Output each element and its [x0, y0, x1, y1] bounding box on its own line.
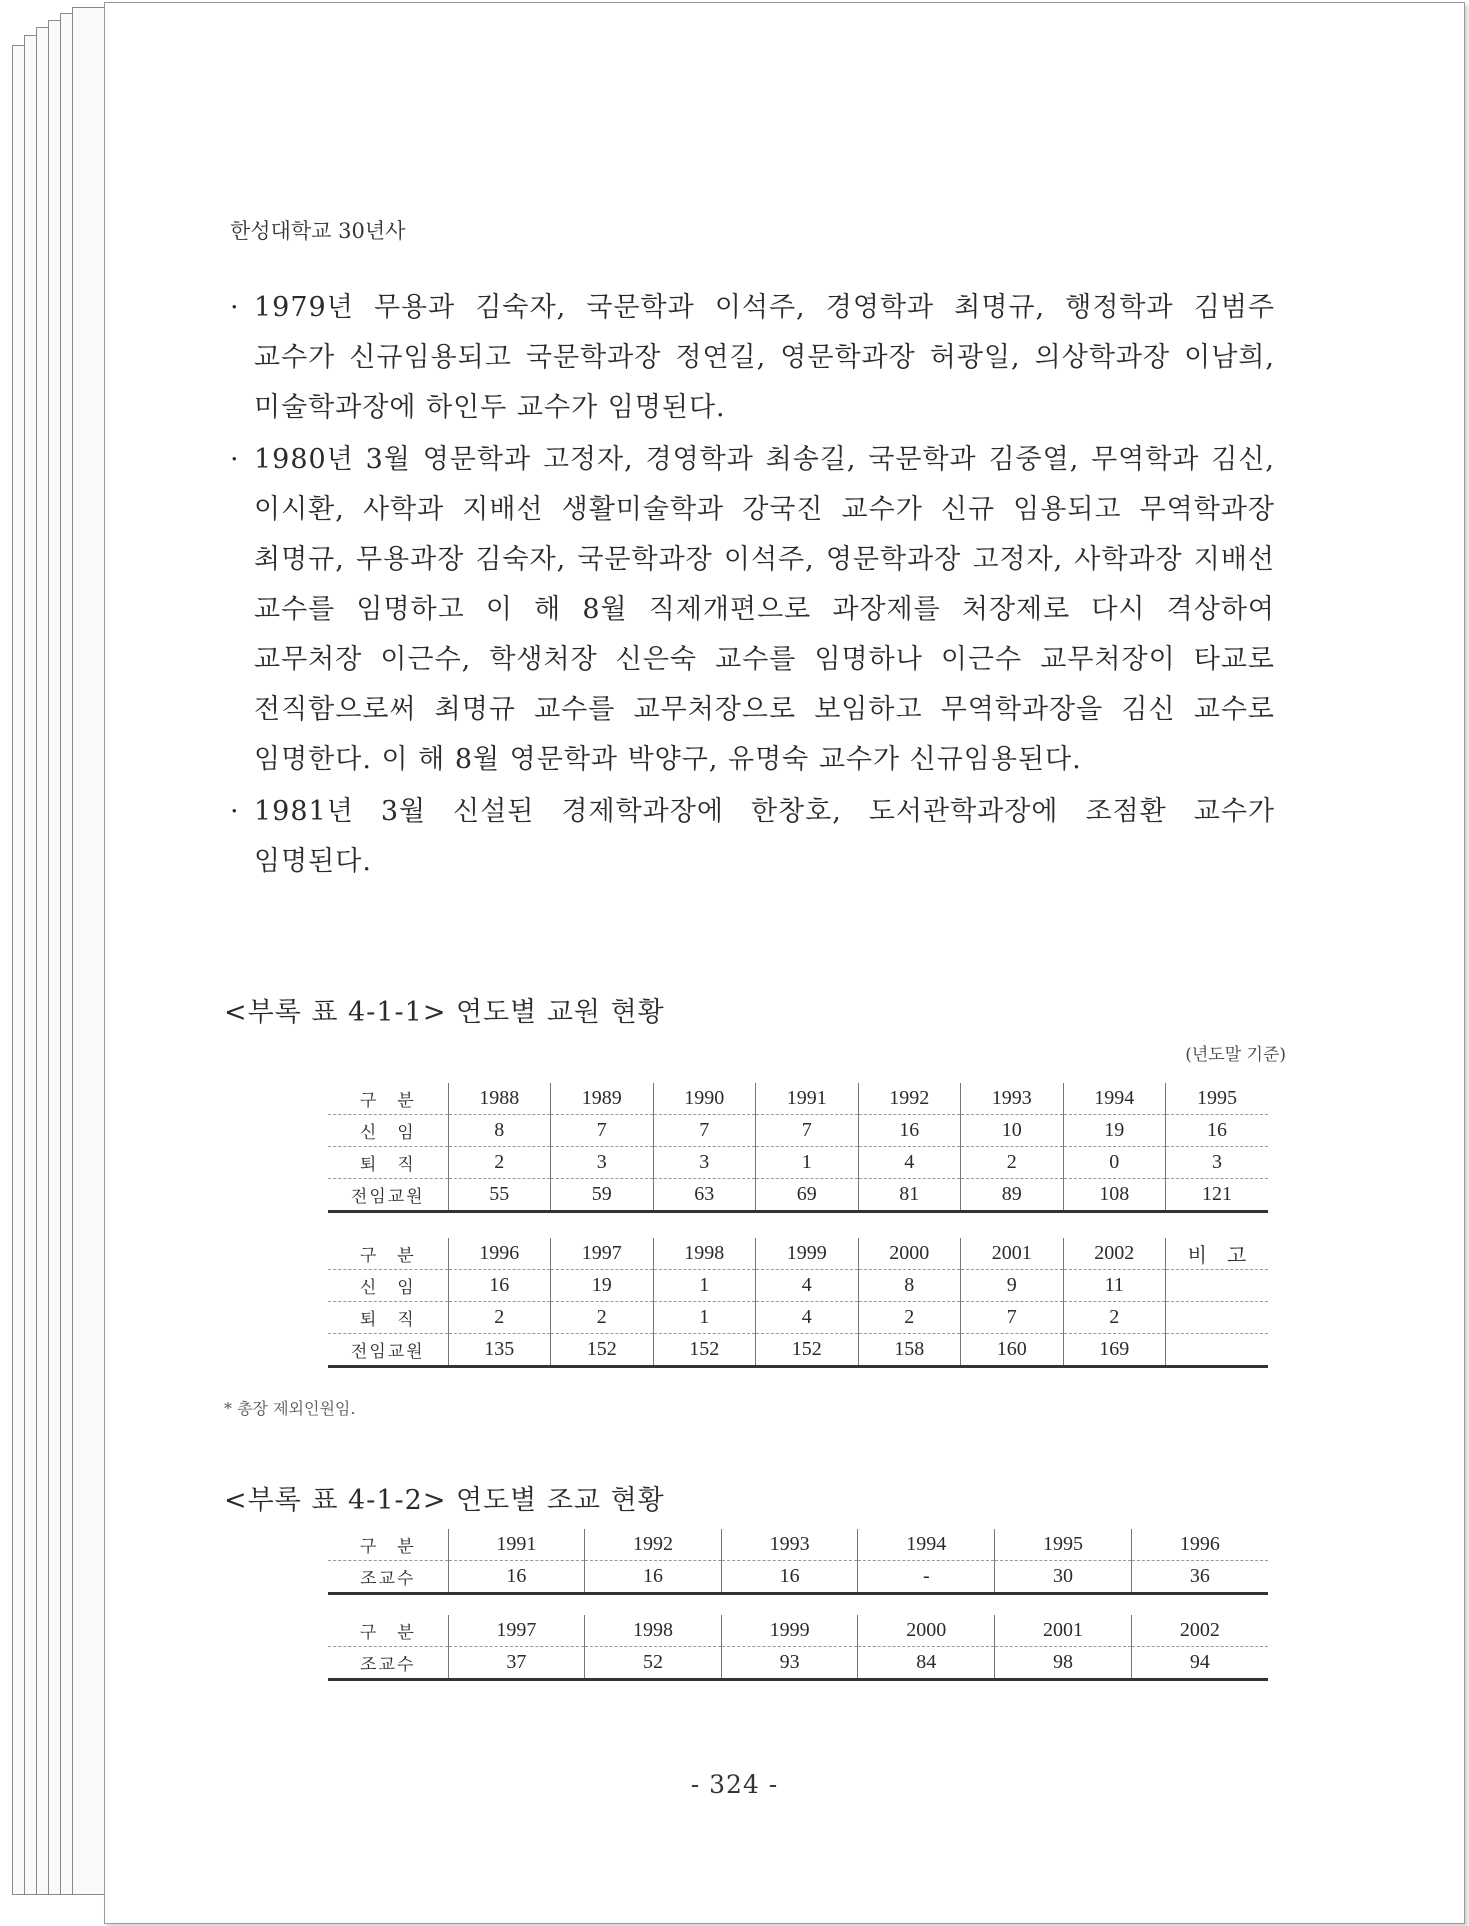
- bullet-mark: ·: [230, 444, 240, 475]
- table-cell: 93: [721, 1647, 858, 1680]
- table-cell: 36: [1131, 1561, 1268, 1594]
- paragraph-text: 1981년 3월 신설된 경제학과장에 한창호, 도서관학과장에 조점환 교수가 임명된다.: [254, 796, 1275, 877]
- table-cell: 69: [756, 1179, 859, 1212]
- table-cell: 11: [1063, 1270, 1166, 1302]
- paragraph-1979: [230, 283, 1275, 433]
- table-cell: 4: [756, 1302, 859, 1334]
- page-stack-edge: [72, 7, 108, 1895]
- paragraph-text: 1979년 무용과 김숙자, 국문학과 이석주, 경영학과 최명규, 행정학과 김범주 교수가 신규임용되고 국문학과장 정연길, 영문학과장 허광일, 의상학과장 이남희, 미술학과장에 하인두 교수가 임명된다.: [254, 292, 1275, 423]
- table-cell: 135: [448, 1334, 551, 1367]
- row-label-cell: 퇴 직: [328, 1302, 448, 1334]
- table2-caption: <부록 표 4-1-2> 연도별 조교 현황: [224, 1485, 665, 1516]
- table-cell: 7: [961, 1302, 1064, 1334]
- assistant-table-part1: [328, 1529, 1268, 1595]
- table-row: [328, 1270, 1268, 1302]
- table-cell: 9: [961, 1270, 1064, 1302]
- table-cell: 19: [1063, 1115, 1166, 1147]
- table-cell: 158: [858, 1334, 961, 1367]
- header-cell: 1996: [448, 1238, 551, 1270]
- header-cell: 1997: [448, 1615, 585, 1647]
- table-row: [328, 1561, 1268, 1594]
- header-cell: 1996: [1131, 1529, 1268, 1561]
- table-cell: 121: [1166, 1179, 1269, 1212]
- header-cell: 구 분: [328, 1238, 448, 1270]
- table-cell: 8: [858, 1270, 961, 1302]
- header-cell: 2002: [1063, 1238, 1166, 1270]
- faculty-table-part2: [328, 1238, 1268, 1368]
- table-row: [328, 1147, 1268, 1179]
- table-cell: 1: [653, 1302, 756, 1334]
- header-cell: 구 분: [328, 1615, 448, 1647]
- header-cell: 구 분: [328, 1529, 448, 1561]
- table-cell: 16: [585, 1561, 722, 1594]
- header-cell: 1991: [756, 1083, 859, 1115]
- table-cell: 37: [448, 1647, 585, 1680]
- table-cell: 152: [653, 1334, 756, 1367]
- header-cell: 1992: [858, 1083, 961, 1115]
- table-cell: 16: [858, 1115, 961, 1147]
- table-cell: 152: [551, 1334, 654, 1367]
- header-cell: 1995: [995, 1529, 1132, 1561]
- header-cell: 1990: [653, 1083, 756, 1115]
- table-cell: 0: [1063, 1147, 1166, 1179]
- table-cell: [1166, 1334, 1269, 1367]
- header-cell: 구 분: [328, 1083, 448, 1115]
- table-cell: 16: [448, 1561, 585, 1594]
- table-cell: 7: [653, 1115, 756, 1147]
- table-cell: 8: [448, 1115, 551, 1147]
- table-cell: 52: [585, 1647, 722, 1680]
- row-label-cell: 신 임: [328, 1115, 448, 1147]
- table-cell: 1: [756, 1147, 859, 1179]
- bullet-mark: ·: [230, 796, 240, 827]
- header-cell: 1995: [1166, 1083, 1269, 1115]
- header-cell: 2001: [995, 1615, 1132, 1647]
- table-cell: 16: [721, 1561, 858, 1594]
- table-row: [328, 1334, 1268, 1367]
- faculty-table-part1: [328, 1083, 1268, 1213]
- header-cell: 2000: [858, 1238, 961, 1270]
- table-cell: -: [858, 1561, 995, 1594]
- row-label-cell: 조교수: [328, 1561, 448, 1594]
- header-cell: 1991: [448, 1529, 585, 1561]
- table-cell: 81: [858, 1179, 961, 1212]
- table-cell: 160: [961, 1334, 1064, 1367]
- table-header-row: [328, 1083, 1268, 1115]
- table-cell: 169: [1063, 1334, 1166, 1367]
- header-cell: 비 고: [1166, 1238, 1269, 1270]
- table-cell: 98: [995, 1647, 1132, 1680]
- row-label-cell: 퇴 직: [328, 1147, 448, 1179]
- table-cell: 16: [448, 1270, 551, 1302]
- table-cell: 89: [961, 1179, 1064, 1212]
- table-cell: 16: [1166, 1115, 1269, 1147]
- header-cell: 2002: [1131, 1615, 1268, 1647]
- table-cell: 2: [448, 1147, 551, 1179]
- table-cell: 55: [448, 1179, 551, 1212]
- header-cell: 1998: [653, 1238, 756, 1270]
- header-cell: 2001: [961, 1238, 1064, 1270]
- header-cell: 1994: [858, 1529, 995, 1561]
- table-row: [328, 1115, 1268, 1147]
- table-cell: 4: [756, 1270, 859, 1302]
- table-cell: 94: [1131, 1647, 1268, 1680]
- table1-unit: (년도말 기준): [1185, 1045, 1286, 1065]
- table-cell: 3: [1166, 1147, 1269, 1179]
- table-cell: 19: [551, 1270, 654, 1302]
- table-header-row: [328, 1615, 1268, 1647]
- table-cell: 7: [756, 1115, 859, 1147]
- table-cell: 4: [858, 1147, 961, 1179]
- running-header: 한성대학교 30년사: [230, 219, 406, 243]
- table-cell: 152: [756, 1334, 859, 1367]
- table-cell: 84: [858, 1647, 995, 1680]
- table-cell: 2: [858, 1302, 961, 1334]
- table-cell: 2: [551, 1302, 654, 1334]
- table-cell: 59: [551, 1179, 654, 1212]
- table1-note: * 총장 제외인원임.: [224, 1399, 356, 1418]
- table-cell: 2: [961, 1147, 1064, 1179]
- table-cell: 2: [1063, 1302, 1166, 1334]
- header-cell: 1998: [585, 1615, 722, 1647]
- header-cell: 1993: [961, 1083, 1064, 1115]
- paragraph-1981: [230, 787, 1275, 887]
- table-row: [328, 1302, 1268, 1334]
- page-number: - 324 -: [690, 1770, 779, 1799]
- table-cell: 3: [653, 1147, 756, 1179]
- row-label-cell: 신 임: [328, 1270, 448, 1302]
- header-cell: 1992: [585, 1529, 722, 1561]
- header-cell: 1997: [551, 1238, 654, 1270]
- table-cell: 30: [995, 1561, 1132, 1594]
- paragraph-text: 1980년 3월 영문학과 고정자, 경영학과 최송길, 국문학과 김중열, 무역학과 김신, 이시환, 사학과 지배선 생활미술학과 강국진 교수가 신규 임용되고 무역학과장 최명규, 무용과장 김숙자, 국문학과장 이석주, 영문학과장 고정자, 사학과장 지배선 교수를 임명하고 이 해 8월 직제개편으로 과장제를 처장제로 다시 격상하여 교무처장 이근수, 학생처장 신은숙 교수를 임명하나 이근수 교무처장이 타교로 전직함으로써 최명규 교수를 교무처장으로 보임하고 무역학과장을 김신 교수로 임명한다. 이 해 8월 영문학과 박양구, 유명숙 교수가 신규임용된다.: [254, 444, 1275, 775]
- row-label-cell: 전임교원: [328, 1179, 448, 1212]
- bullet-mark: ·: [230, 292, 240, 323]
- header-cell: 2000: [858, 1615, 995, 1647]
- header-cell: 1989: [551, 1083, 654, 1115]
- row-label-cell: 전임교원: [328, 1334, 448, 1367]
- header-cell: 1999: [721, 1615, 858, 1647]
- table-header-row: [328, 1238, 1268, 1270]
- table-row: [328, 1647, 1268, 1680]
- row-label-cell: 조교수: [328, 1647, 448, 1680]
- table1-caption: <부록 표 4-1-1> 연도별 교원 현황: [224, 997, 665, 1028]
- table-cell: 3: [551, 1147, 654, 1179]
- table-cell: 2: [448, 1302, 551, 1334]
- table-cell: 108: [1063, 1179, 1166, 1212]
- table-cell: [1166, 1270, 1269, 1302]
- paragraph-1980: [230, 435, 1275, 785]
- header-cell: 1988: [448, 1083, 551, 1115]
- header-cell: 1993: [721, 1529, 858, 1561]
- header-cell: 1999: [756, 1238, 859, 1270]
- body-text: [230, 283, 1275, 889]
- table-cell: 1: [653, 1270, 756, 1302]
- assistant-table-part2: [328, 1615, 1268, 1681]
- table-header-row: [328, 1529, 1268, 1561]
- table-row: [328, 1179, 1268, 1212]
- table-cell: 10: [961, 1115, 1064, 1147]
- table-cell: 63: [653, 1179, 756, 1212]
- table-cell: 7: [551, 1115, 654, 1147]
- header-cell: 1994: [1063, 1083, 1166, 1115]
- table-cell: [1166, 1302, 1269, 1334]
